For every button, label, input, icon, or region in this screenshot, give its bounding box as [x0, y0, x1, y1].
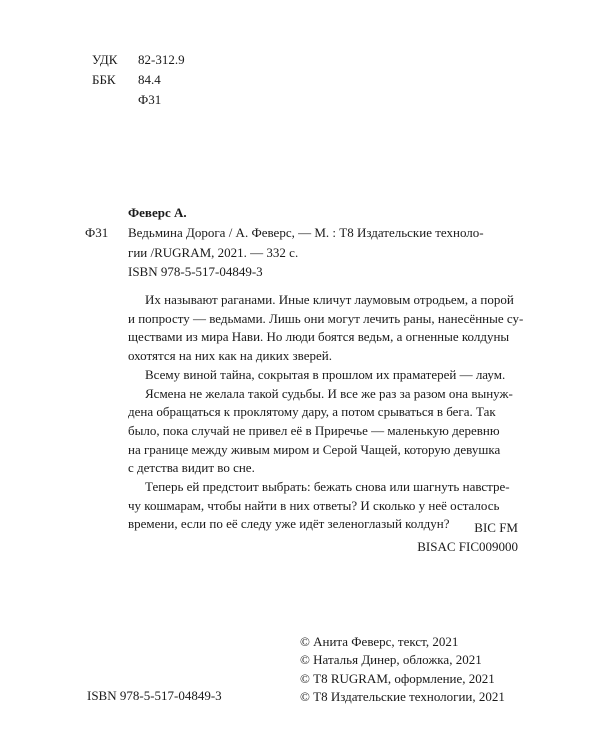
copyright-block — [300, 633, 505, 706]
copyright-line: © Наталья Динер, обложка, 2021 — [300, 652, 482, 668]
bbk-row — [92, 70, 185, 90]
annotation-line: дена обращаться к проклятому дару, а потом срываться в бега. Так — [128, 404, 496, 420]
bbk-label: ББК — [92, 72, 116, 87]
udk-label: УДК — [92, 52, 118, 67]
udk-row — [92, 50, 185, 70]
annotation-line: и попросту — ведьмами. Лишь они могут лечить раны, нанесённые су- — [128, 310, 524, 326]
catalog-description-line: Ведьмина Дорога / А. Феверс, — М. : Т8 Издательские техноло- — [128, 225, 484, 240]
annotation-line: Теперь ей предстоит выбрать: бежать снова или шагнуть навстре- — [145, 479, 510, 495]
copyright-line: © Т8 Издательские технологии, 2021 — [300, 688, 505, 704]
udk-value: 82-312.9 — [138, 52, 185, 67]
annotation-line: Их называют раганами. Иные кличут лаумовым отродьем, а порой — [145, 292, 514, 307]
annotation-line: времени, если по её следу уже идёт зеленоглазый колдун? — [128, 516, 450, 532]
catalog-author: Феверс А. — [128, 205, 187, 220]
catalog-isbn: ISBN 978-5-517-04849-3 — [128, 264, 263, 279]
annotation-line: на границе между живым миром и Серой Чащей, которую девушка — [128, 441, 501, 457]
author-code-row — [92, 90, 185, 110]
annotation-line: чу кошмарам, чтобы найти в них ответы? И сколько у неё осталось — [128, 497, 500, 513]
annotation-line: охотятся на них как на диких зверей. — [128, 348, 332, 364]
annotation — [128, 291, 524, 534]
copyright-line: © Анита Феверс, текст, 2021 — [300, 634, 459, 649]
annotation-line: ществами из мира Нави. Но люди боятся ведьм, а огненные колдуны — [128, 329, 510, 345]
bottom-isbn: ISBN 978-5-517-04849-3 — [87, 688, 222, 703]
bisac-code: BISAC FIC009000 — [417, 538, 518, 554]
bic-code: BIC FM — [474, 520, 518, 535]
copyright-line: © Т8 RUGRAM, оформление, 2021 — [300, 670, 495, 686]
bbk-value: 84.4 — [138, 72, 161, 87]
annotation-line: Ясмена не желала такой судьбы. И все же раз за разом она вынуж- — [145, 385, 513, 401]
catalog-description-line: гии /RUGRAM, 2021. — 332 с. — [128, 245, 299, 260]
annotation-line: с детства видит во сне. — [128, 460, 255, 476]
classification-block — [92, 50, 185, 110]
classification-author-code: Ф31 — [138, 92, 162, 107]
catalog-description — [128, 223, 517, 263]
annotation-line: было, пока случай не привел её в Приречье — маленькую деревню — [128, 422, 500, 438]
catalog-author-code: Ф31 — [85, 225, 109, 240]
annotation-line: Всему виной тайна, сокрытая в прошлом их праматерей — лаум. — [145, 366, 506, 382]
subject-codes — [417, 519, 518, 556]
